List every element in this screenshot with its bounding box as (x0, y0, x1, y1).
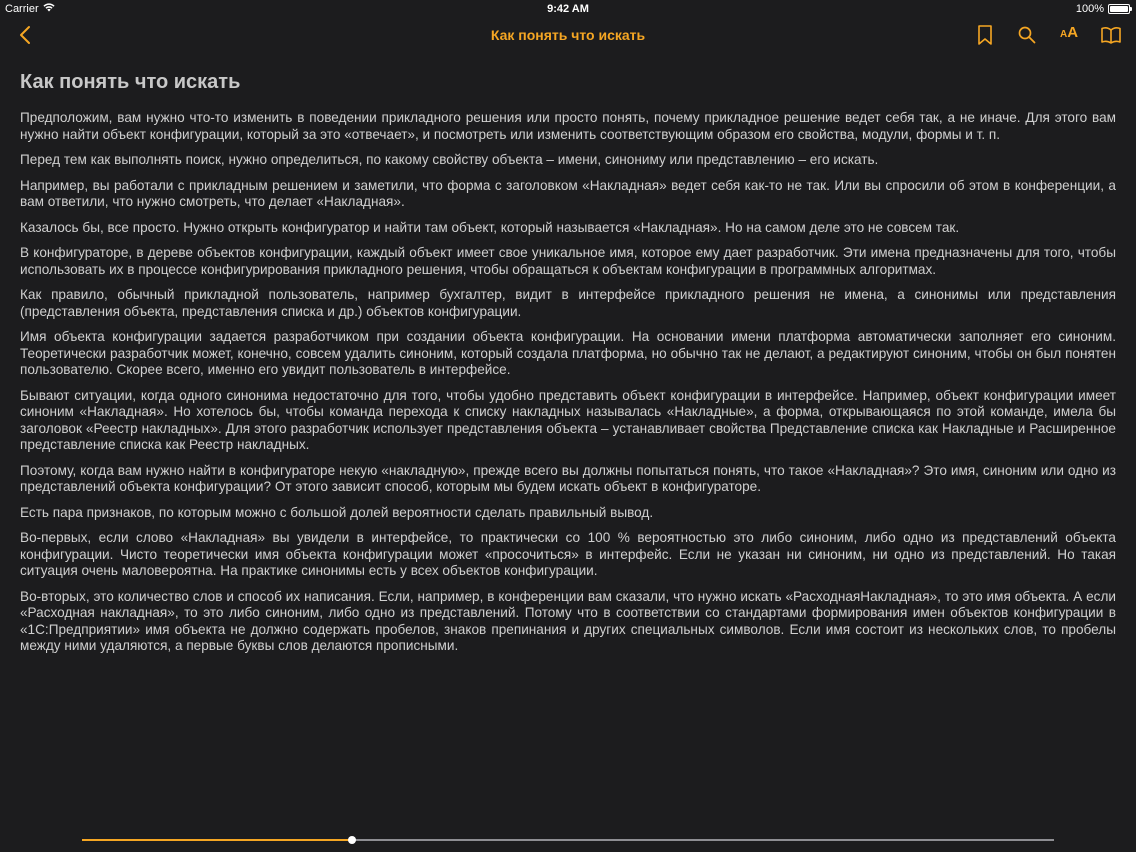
article-paragraph: Во-первых, если слово «Накладная» вы увидели в интерфейсе, то практически со 100 % вероятностью это либо синоним, либо одно из представлений объекта конфигурации. Чисто теоретически имя объекта конфигурации может «просочиться» в интерфейс. Если не указан ни синоним, ни одно из представлений. Но такая ситуация очень маловероятна. На практике синонимы есть у всех объектов конфигурации. (20, 530, 1116, 578)
status-time: 9:42 AM (547, 3, 589, 15)
font-size-icon-big: A (1067, 24, 1079, 41)
article-heading: Как понять что искать (20, 71, 241, 93)
article-paragraph: Бывают ситуации, когда одного синонима недостаточно для того, чтобы удобно представить объект конфигурации в интерфейсе. Например, объект конфигурации имеет синоним «Накладная». Но хотелось бы, чтобы команда перехода к списку накладных называлась «Накладные», а форма, открывающаяся по этой команде, имела бы заголовок «Реестр накладных». Для этого разработчик использует представления объекта – устанавливает свойства Представление списка как Накладные и Расширенное представление списка как Реестр накладных. (20, 387, 1116, 452)
font-size-button[interactable] (1058, 24, 1080, 46)
progress-thumb[interactable] (348, 836, 356, 844)
nav-toolbar (974, 24, 1122, 46)
article-paragraph: Есть пара признаков, по которым можно с большой долей вероятности сделать правильный вывод. (20, 504, 654, 520)
article-paragraph: Перед тем как выполнять поиск, нужно определиться, по какому свойству объекта – имени, синониму или представлению – его искать. (20, 152, 879, 167)
library-button[interactable] (1100, 24, 1122, 46)
bookmark-icon (977, 25, 993, 45)
carrier-label: Carrier (5, 3, 39, 15)
article-paragraph: Во-вторых, это количество слов и способ их написания. Если, например, в конференции вам сказали, что нужно искать «РасходнаяНакладная», то это имя объекта. А если «Расходная накладная», то это либо синоним, либо одно из представлений. Потому что в соответствии со стандартами формирования имен объектов конфигурации в «1С:Предприятии» имя объекта не должно содержать пробелов, знаков препинания и других специальных символов. Если имя состоит из нескольких слов, то пробелы между ними удаляются, а первые буквы слов делаются прописными. (20, 588, 1116, 653)
search-button[interactable] (1016, 24, 1038, 46)
article-paragraph: В конфигураторе, в дереве объектов конфигурации, каждый объект имеет свое уникальное имя, которое ему дает разработчик. Эти имена предназначены для того, чтобы использовать их в процессе конфигурирования прикладного решения, чтобы обращаться к объектам конфигурации в программных алгоритмах. (20, 245, 1116, 277)
progress-fill (82, 839, 352, 841)
article-paragraph: Как правило, обычный прикладной пользователь, например бухгалтер, видит в интерфейсе прикладного решения не имена, а синонимы или представления (представления объекта, представления списка и др.) объектов конфигурации. (20, 287, 1116, 319)
search-icon (1018, 26, 1036, 44)
article-paragraph: Казалось бы, все просто. Нужно открыть конфигуратор и найти там объект, который называется «Накладная». Но на самом деле это не совсем так. (20, 219, 960, 235)
article-paragraph: Имя объекта конфигурации задается разработчиком при создании объекта конфигурации. На основании имени платформа автоматически заполняет его синоним. Теоретически разработчик может, конечно, совсем удалить синоним, который создала платформа, но обычно так не делают, а редактируют синоним, чтобы он был понятен пользователю. Скорее всего, именно его увидит пользователь в интерфейсе. (20, 329, 1116, 377)
bookmark-button[interactable] (974, 24, 996, 46)
nav-title: Как понять что искать (490, 27, 646, 43)
article-paragraph: Например, вы работали с прикладным решением и заметили, что форма с заголовком «Накладная» ведет себя как-то не так. Или вы спросили об этом в конференции, а вам ответили, что нужно смотреть, что делает «Накладная». (20, 177, 1116, 209)
article-paragraph: Предположим, вам нужно что-то изменить в поведении прикладного решения или просто понять, почему прикладное решение ведет себя так, а не иначе. Для этого вам нужно найти объект конфигурации, который за это «отвечает», и посмотреть или изменить соответствующим образом его свойства, модули, формы и т. п. (20, 110, 1116, 142)
reading-progress-slider[interactable] (82, 838, 1054, 842)
nav-bar (0, 18, 1136, 52)
article-content (20, 70, 1116, 664)
article-paragraph: Поэтому, когда вам нужно найти в конфигураторе некую «накладную», прежде всего вы должны попытаться понять, что такое «Накладная»? Это имя, синоним или одно из представлений объекта конфигурации? От этого зависит способ, которым мы будем искать объект в конфигураторе. (20, 462, 1116, 494)
battery-label: 100% (1075, 3, 1104, 15)
font-size-icon-small: A (1059, 29, 1068, 40)
status-bar (0, 0, 1136, 18)
battery-group (1076, 3, 1130, 15)
library-book-icon (1101, 26, 1121, 44)
battery-icon (1108, 4, 1130, 14)
